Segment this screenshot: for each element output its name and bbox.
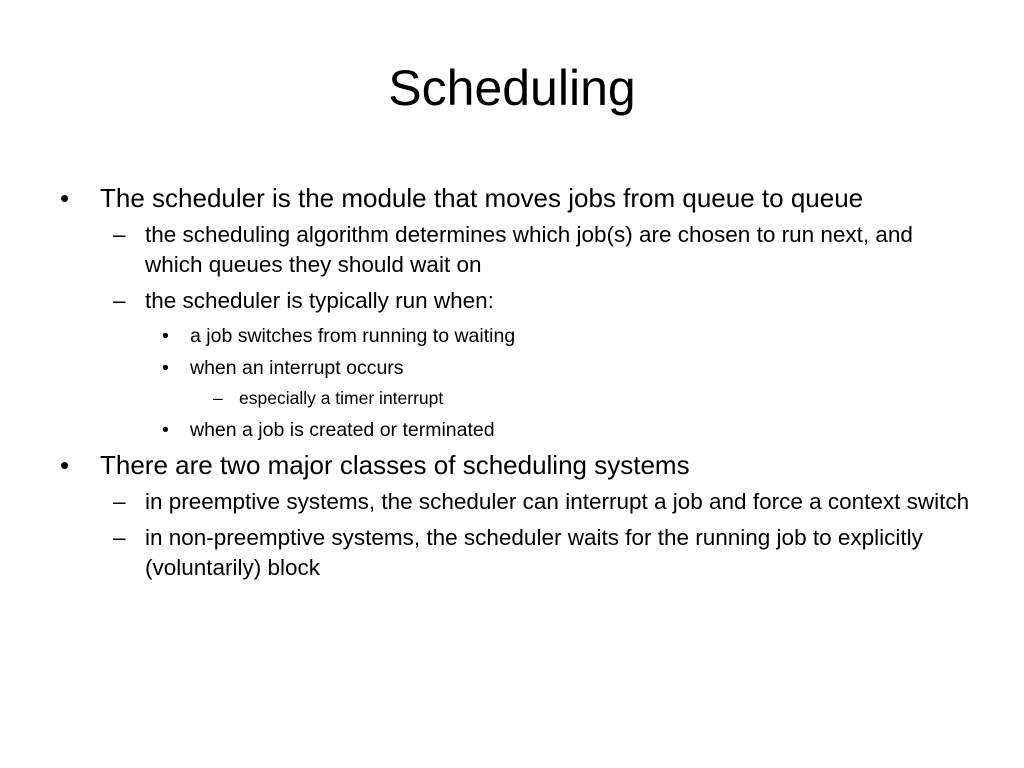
bullet-level-3 (162, 322, 970, 350)
bullet-marker: • (60, 183, 70, 213)
bullet-marker: • (60, 450, 70, 480)
bullet-text: in preemptive systems, the scheduler can interrupt a job and force a context switch (145, 489, 970, 514)
bullet-text: when an interrupt occurs (190, 357, 404, 379)
bullet-level-3 (162, 354, 970, 382)
dash-marker: – (113, 525, 126, 550)
bullet-level-2 (113, 523, 970, 583)
dash-marker: – (113, 288, 126, 313)
bullet-text: a job switches from running to waiting (190, 325, 516, 347)
dash-marker: – (113, 489, 126, 514)
bullet-text: in non-preemptive systems, the scheduler waits for the running job to explicitly (voluntarily) block (145, 525, 923, 580)
bullet-text: There are two major classes of scheduling systems (100, 450, 690, 480)
bullet-marker: • (162, 357, 169, 379)
bullet-level-3 (162, 416, 970, 444)
bullet-text: the scheduler is typically run when: (145, 288, 494, 313)
bullet-text: The scheduler is the module that moves jobs from queue to queue (100, 183, 864, 213)
bullet-level-2 (113, 487, 970, 517)
bullet-level-2 (113, 286, 970, 316)
bullet-marker: • (162, 325, 169, 347)
slide-title: Scheduling (388, 60, 636, 116)
bullet-level-1 (60, 448, 970, 482)
bullet-marker: • (162, 419, 169, 441)
bullet-text: the scheduling algorithm determines which job(s) are chosen to run next, and which queues they should wait on (145, 222, 913, 277)
bullet-text: especially a timer interrupt (239, 388, 444, 408)
bullet-level-1 (60, 181, 970, 215)
dash-marker: – (213, 388, 223, 408)
bullet-text: when a job is created or terminated (190, 419, 495, 441)
bullet-level-4 (213, 386, 970, 410)
dash-marker: – (113, 222, 126, 247)
slide-body (60, 181, 970, 589)
bullet-level-2 (113, 220, 970, 280)
